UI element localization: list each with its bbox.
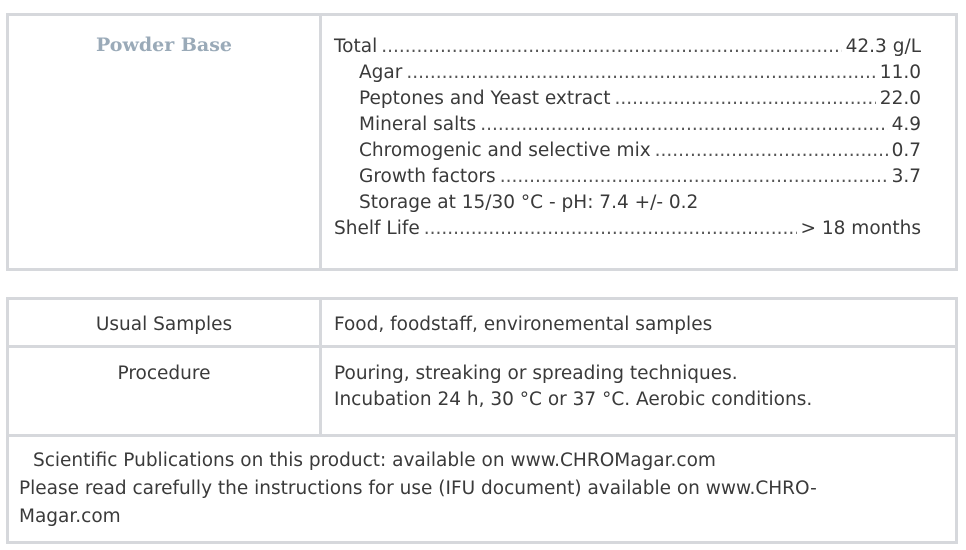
dot-leader [655, 138, 888, 164]
spec-row-agar [334, 60, 921, 86]
spec-name: Peptones and Yeast extract [359, 88, 611, 109]
procedure-line: Incubation 24 h, 30 °C or 37 °C. Aerobic conditions. [334, 389, 813, 410]
spec-name: Total [334, 36, 378, 57]
spec-row-shelf-life [334, 216, 921, 242]
footer-notes [19, 447, 949, 531]
spec-name: Growth factors [359, 166, 496, 187]
composition-spec [334, 34, 921, 242]
powder-base-label: Powder Base [96, 34, 232, 56]
composition-label-cell [9, 16, 322, 268]
dot-leader [406, 60, 875, 86]
samples-label: Usual Samples [95, 314, 233, 335]
spec-name: Agar [359, 62, 403, 83]
procedure-value [334, 348, 812, 413]
samples-value: Food, foodstaff, environemental samples [334, 314, 713, 335]
spec-row-chromogenic-mix [334, 138, 921, 164]
spec-name: Shelf Life [334, 218, 420, 239]
spec-row-peptones [334, 86, 921, 112]
procedure-line: Pouring, streaking or spreading techniques. [334, 363, 738, 384]
spec-value: 0.7 [891, 140, 921, 161]
composition-table [6, 13, 958, 271]
spec-value: 22.0 [879, 88, 921, 109]
spec-row-growth-factors [334, 164, 921, 190]
publications-note: Scientific Publications on this product: available on www.CHROMagar.com [33, 450, 716, 471]
storage-note: Storage at 15/30 °C - pH: 7.4 +/- 0.2 [359, 192, 699, 213]
dot-leader [381, 34, 841, 60]
procedure-label-cell [9, 348, 322, 434]
ifu-note: Please read carefully the instructions for use (IFU document) available on www.CHRO- [19, 478, 817, 499]
ifu-note-continued: Magar.com [19, 506, 121, 527]
procedure-row [9, 348, 955, 437]
samples-row [9, 300, 955, 348]
spec-value: 3.7 [891, 166, 921, 187]
spec-row-mineral-salts [334, 112, 921, 138]
spec-name: Mineral salts [359, 114, 477, 135]
spec-row-total [334, 34, 921, 60]
spec-value: 11.0 [879, 62, 921, 83]
spec-value: > 18 months [800, 218, 921, 239]
dot-leader [614, 86, 875, 112]
samples-label-cell [9, 300, 322, 345]
spec-value: 4.9 [891, 114, 921, 135]
usage-table [6, 297, 958, 544]
dot-leader [424, 216, 797, 242]
footer-row [9, 437, 955, 541]
spec-value: 42.3 g/L [845, 36, 921, 57]
dot-leader [500, 164, 888, 190]
spec-name: Chromogenic and selective mix [359, 140, 651, 161]
dot-leader [480, 112, 887, 138]
procedure-label: Procedure [117, 363, 211, 384]
